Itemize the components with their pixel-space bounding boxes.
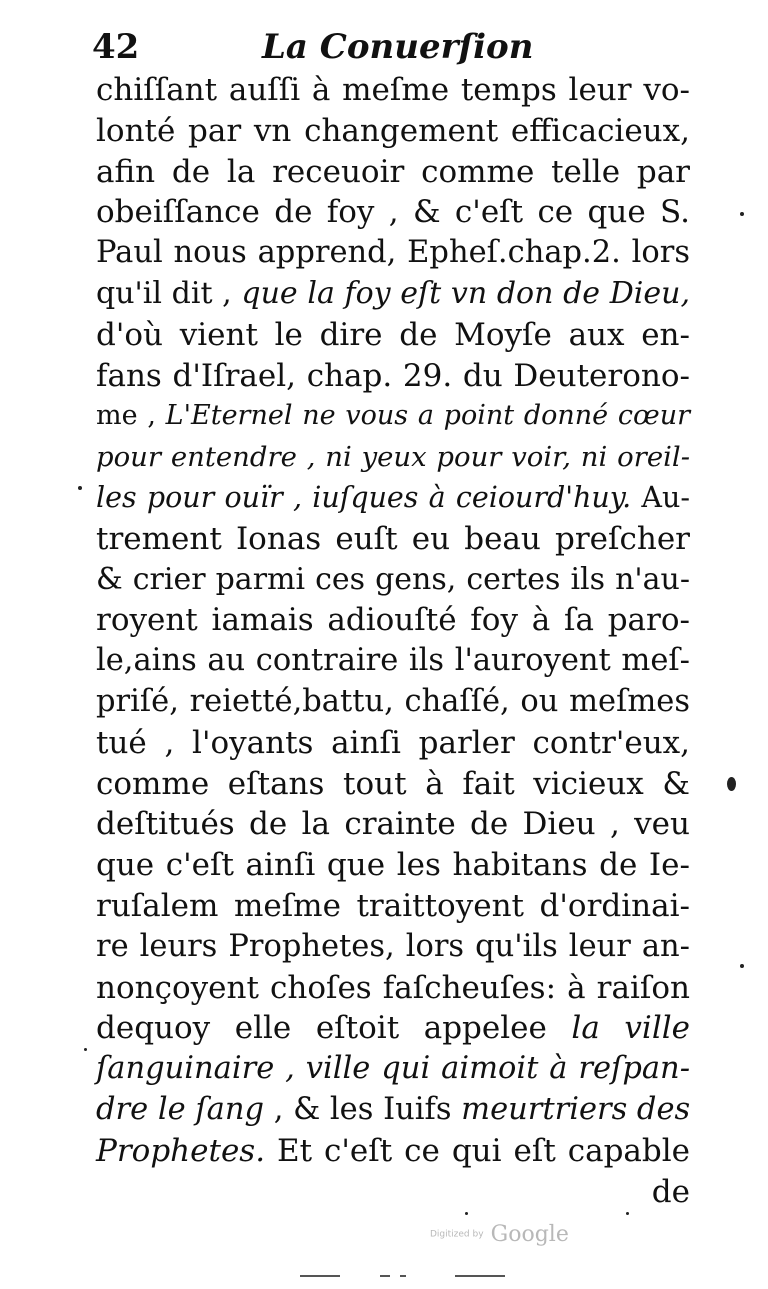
text-segment: Et c'eſt ce qui eſt capable xyxy=(265,1132,690,1169)
text-segment: obeiſſance de foy , & c'eſt ce que S. xyxy=(96,194,690,231)
page-number: 42 xyxy=(92,27,140,67)
text-line xyxy=(96,1008,690,1049)
ink-speck xyxy=(465,1212,468,1215)
body-text xyxy=(96,70,690,1212)
text-line xyxy=(96,356,690,397)
text-segment: de xyxy=(651,1173,690,1210)
text-line xyxy=(96,886,690,927)
text-line xyxy=(96,396,690,437)
ink-speck xyxy=(78,486,82,490)
text-segment: chiſſant auſſi à meſme temps leur vo- xyxy=(96,72,690,108)
text-line xyxy=(96,1090,690,1131)
digitized-watermark xyxy=(430,1222,569,1247)
text-line xyxy=(96,641,690,682)
text-segment: trement Ionas euſt eu beau preſcher xyxy=(96,520,690,557)
text-segment: & crier parmi ces gens, certes ils n'au- xyxy=(96,561,690,597)
ink-mark xyxy=(300,1275,340,1277)
text-segment: d'où vient le dire de Moyſe aux en- xyxy=(96,316,690,353)
text-segment: nonçoyent choſes faſcheuſes: à raiſon xyxy=(96,969,690,1006)
page-header xyxy=(92,22,692,72)
text-segment: comme eſtans tout à fait vicieux & xyxy=(96,765,690,802)
text-line xyxy=(96,723,690,764)
text-segment: que c'eſt ainſi que les habitans de Ie- xyxy=(96,847,690,884)
text-line xyxy=(96,478,690,519)
text-segment: qu'il dit , xyxy=(96,275,242,311)
text-segment: Au- xyxy=(631,480,690,514)
text-line xyxy=(96,274,690,315)
text-segment: fans d'Iſrael, chap. 29. du Deuterono- xyxy=(96,357,690,394)
text-segment: le,ains au contraire ils l'auroyent meſ- xyxy=(96,643,690,679)
text-line xyxy=(96,111,690,152)
ink-speck xyxy=(84,1048,87,1051)
ink-mark xyxy=(455,1275,505,1277)
digitized-prefix: Digitized by xyxy=(430,1229,484,1240)
italic-segment: les pour ouïr , iuſques à ceiourd'huy. xyxy=(96,480,632,514)
text-segment: lonté par vn changement efficacieux, xyxy=(96,112,690,149)
text-line xyxy=(96,682,690,723)
italic-segment: la ville xyxy=(571,1010,690,1047)
italic-segment: meurtriers des xyxy=(461,1091,691,1127)
text-segment: dequoy elle eſtoit appelee xyxy=(96,1010,572,1047)
running-title: La Conuerſion xyxy=(262,27,534,67)
text-line xyxy=(96,152,690,193)
text-line xyxy=(96,233,690,274)
italic-segment: que la foy eſt vn don de Dieu, xyxy=(241,275,690,311)
italic-segment: pour entendre , ni yeux pour voir, ni oreil- xyxy=(96,441,690,474)
text-segment: priſé, reietté,battu, chaſſé, ou meſmes xyxy=(96,683,690,719)
text-line xyxy=(96,845,690,886)
text-line xyxy=(96,927,690,968)
italic-segment: ſanguinaire , ville qui aimoit à reſpan- xyxy=(96,1051,690,1087)
text-line xyxy=(96,1131,690,1172)
italic-segment: L'Eternel ne vous a point donné cœur xyxy=(165,400,690,432)
text-line xyxy=(96,315,690,356)
text-line xyxy=(96,1172,690,1213)
text-line xyxy=(96,560,690,601)
ink-mark xyxy=(380,1275,390,1277)
text-line xyxy=(96,804,690,845)
digitized-brand: Google xyxy=(490,1222,569,1247)
text-segment: re leurs Prophetes, lors qu'ils leur an- xyxy=(96,928,690,964)
text-segment: , & les Iuifs xyxy=(264,1091,462,1127)
text-segment: afin de la receuoir comme telle par xyxy=(96,153,690,190)
text-line xyxy=(96,519,690,560)
ink-speck xyxy=(727,777,736,791)
italic-segment: dre le ſang xyxy=(96,1091,264,1127)
text-line xyxy=(96,192,690,233)
text-segment: tué , l'oyants ainſi parler contr'eux, xyxy=(96,724,690,761)
text-line xyxy=(96,1049,690,1090)
text-line xyxy=(96,600,690,641)
italic-segment: Prophetes. xyxy=(96,1132,266,1169)
ink-speck xyxy=(626,1212,629,1215)
text-line xyxy=(96,968,690,1009)
text-line xyxy=(96,70,690,111)
ink-speck xyxy=(740,212,744,216)
ink-mark xyxy=(400,1275,406,1277)
text-segment: Paul nous apprend, Epheſ.chap.2. lors xyxy=(96,235,690,271)
text-segment: royent iamais adiouſté foy à ſa paro- xyxy=(96,602,690,639)
text-segment: deſtitués de la crainte de Dieu , veu xyxy=(96,806,690,843)
ink-speck xyxy=(740,964,744,968)
text-line xyxy=(96,437,690,478)
text-line xyxy=(96,764,690,805)
text-segment: me , xyxy=(96,400,166,432)
text-segment: ruſalem meſme traittoyent d'ordinai- xyxy=(96,887,690,924)
